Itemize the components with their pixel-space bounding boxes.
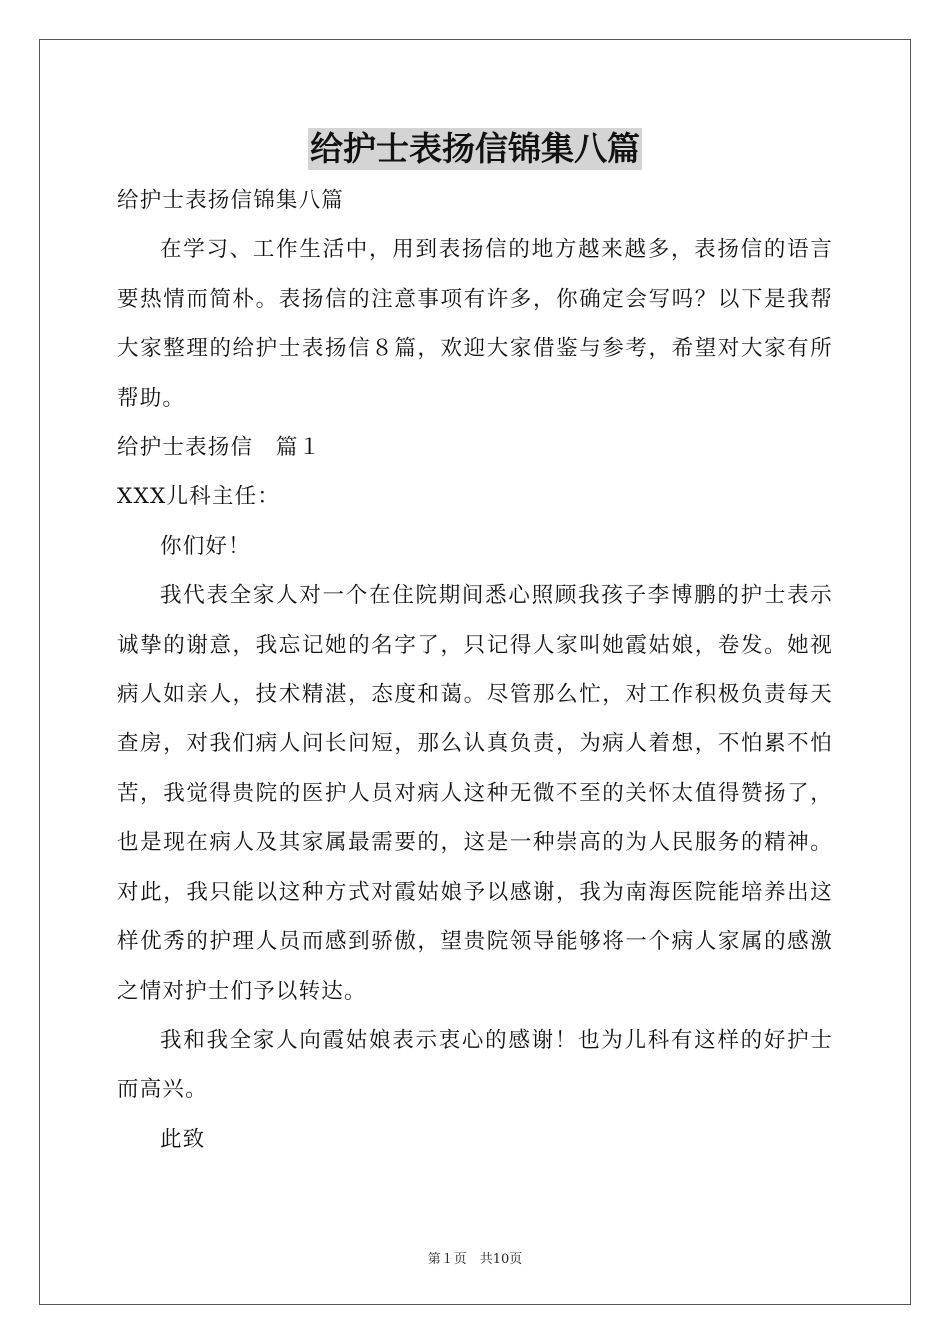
- title-container: [0, 128, 950, 170]
- letter-body-paragraph: 我和我全家人向霞姑娘表示衷心的感谢！也为儿科有这样的好护士而高兴。: [117, 1027, 833, 1103]
- letter-closing: 此致: [160, 1126, 206, 1152]
- document-subtitle: 给护士表扬信锦集八篇: [117, 188, 345, 213]
- page-footer: [0, 1248, 950, 1267]
- page-indicator: 第１页 共10页: [427, 1252, 523, 1267]
- section-heading: 给护士表扬信 篇１: [117, 435, 322, 461]
- document-title: 给护士表扬信锦集八篇: [310, 129, 640, 168]
- letter-body-paragraph: 我代表全家人对一个在住院期间悉心照顾我孩子李博鹏的护士表示诚挚的谢意，我忘记她的名字了，只记得人家叫她霞姑娘，卷发。她视病人如亲人，技术精湛，态度和蔼。尽管那么忙，对工作积极负责每天查房，对我们病人问长问短，那么认真负责，为病人着想，不怕累不怕苦，我觉得贵院的医护人员对病人这种无微不至的关怀太值得赞扬了，也是现在病人及其家属最需要的，这是一种崇高的为人民服务的精神。对此，我只能以这种方式对霞姑娘予以感谢，我为南海医院能培养出这样优秀的护理人员而感到骄傲，望贵院领导能够将一个病人家属的感激之情对护士们予以转达。: [117, 583, 833, 1004]
- letter-salutation: XXX儿科主任：: [117, 484, 281, 510]
- document-body: [117, 176, 833, 1164]
- letter-greeting: 你们好！: [160, 533, 251, 559]
- intro-paragraph: 在学习、工作生活中，用到表扬信的地方越来越多，表扬信的语言要热情而简朴。表扬信的注意事项有许多，你确定会写吗？以下是我帮大家整理的给护士表扬信８篇，欢迎大家借鉴与参考，希望对大家有所帮助。: [117, 237, 833, 411]
